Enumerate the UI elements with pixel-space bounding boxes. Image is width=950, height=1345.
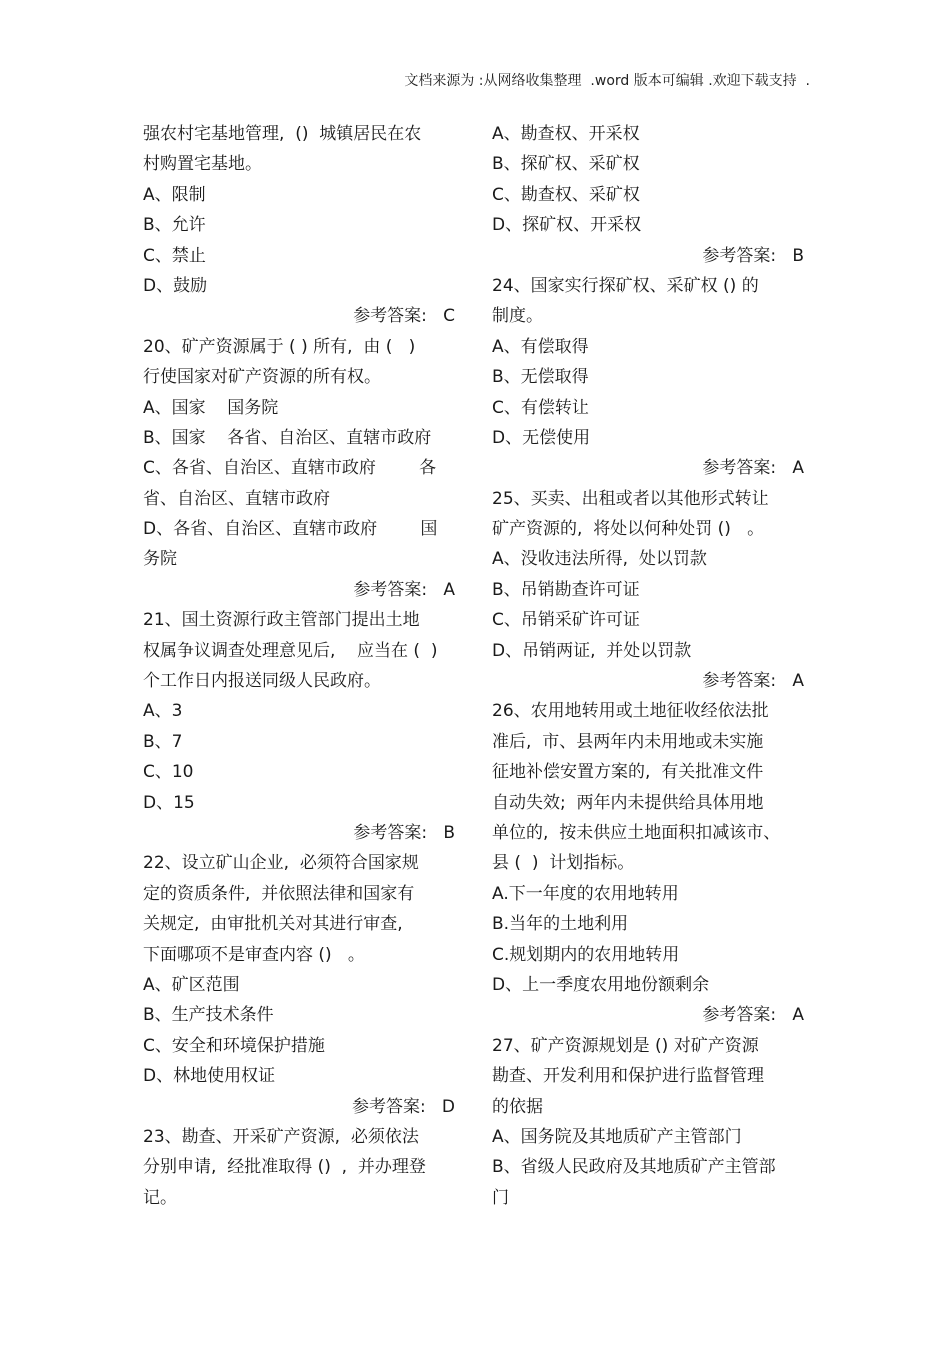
text-line: D、吊销两证, 并处以罚款	[492, 640, 692, 661]
text-line: C、各省、自治区、直辖市政府 各	[143, 458, 437, 479]
text-line: 关规定, 由审批机关对其进行审查,	[143, 914, 403, 935]
text-line: 自动失效; 两年内未提供给具体用地	[492, 792, 764, 813]
answer-line: 参考答案: B	[353, 822, 455, 843]
text-line: D、各省、自治区、直辖市政府 国	[143, 519, 438, 540]
text-line: A、有偿取得	[492, 336, 589, 357]
text-line: 的依据	[492, 1096, 543, 1117]
text-line: 务院	[143, 549, 177, 570]
text-line: B、允许	[143, 215, 206, 236]
text-line: 村购置宅基地。	[143, 154, 262, 175]
text-line: 准后, 市、县两年内未用地或未实施	[492, 731, 764, 752]
text-line: 行使国家对矿产资源的所有权。	[143, 367, 381, 388]
text-line: C、吊销采矿许可证	[492, 610, 640, 631]
text-line: B、省级人民政府及其地质矿产主管部	[492, 1157, 776, 1178]
text-line: 勘查、开发利用和保护进行监督管理	[492, 1066, 764, 1087]
text-line: B、无偿取得	[492, 367, 589, 388]
text-line: C、10	[143, 762, 194, 783]
text-line: B、国家 各省、自治区、直辖市政府	[143, 427, 432, 448]
text-line: 单位的, 按未供应土地面积扣减该市、	[492, 822, 781, 843]
text-line: C、安全和环境保护措施	[143, 1035, 325, 1056]
text-line: A、矿区范围	[143, 974, 240, 995]
text-line: 24、国家实行探矿权、采矿权 () 的	[492, 275, 759, 296]
answer-line: 参考答案: A	[353, 579, 455, 600]
text-line: 23、勘查、开采矿产资源, 必须依法	[143, 1126, 419, 1147]
text-line: 门	[492, 1187, 509, 1208]
text-line: D、林地使用权证	[143, 1066, 276, 1087]
text-line: B.当年的土地利用	[492, 914, 629, 935]
text-line: B、生产技术条件	[143, 1005, 274, 1026]
text-line: C、勘查权、采矿权	[492, 184, 640, 205]
text-line: 20、矿产资源属于 ( ) 所有, 由 ( )	[143, 336, 416, 357]
text-line: 25、买卖、出租或者以其他形式转让	[492, 488, 769, 509]
text-line: A、勘查权、开采权	[492, 124, 640, 144]
text-line: A、国务院及其地质矿产主管部门	[492, 1126, 742, 1147]
text-line: 定的资质条件, 并依照法律和国家有	[143, 883, 415, 904]
text-line: 县 ( ) 计划指标。	[492, 853, 635, 874]
text-line: D、上一季度农用地份额剩余	[492, 974, 710, 995]
text-line: 省、自治区、直辖市政府	[143, 488, 330, 509]
text-line: 27、矿产资源规划是 () 对矿产资源	[492, 1035, 759, 1056]
text-line: 21、国土资源行政主管部门提出土地	[143, 610, 420, 631]
text-line: 26、农用地转用或土地征收经依法批	[492, 701, 769, 722]
answer-line: 参考答案: D	[351, 1096, 455, 1117]
text-line: A、没收违法所得, 处以罚款	[492, 549, 707, 570]
text-line: 个工作日内报送同级人民政府。	[143, 671, 381, 692]
text-line: 强农村宅基地管理, () 城镇居民在农	[143, 124, 422, 144]
text-line: 记。	[143, 1187, 177, 1208]
text-line: B、探矿权、采矿权	[492, 154, 640, 175]
text-line: D、无偿使用	[492, 427, 591, 448]
text-line: D、探矿权、开采权	[492, 215, 642, 236]
text-line: 22、设立矿山企业, 必须符合国家规	[143, 853, 419, 874]
text-line: B、7	[143, 731, 183, 752]
answer-line: 参考答案: A	[702, 671, 804, 692]
text-line: A、国家 国务院	[143, 397, 279, 418]
text-line: 制度。	[492, 306, 543, 327]
text-line: C、有偿转让	[492, 397, 589, 418]
answer-line: 参考答案: A	[702, 1005, 804, 1026]
text-line: D、15	[143, 792, 195, 813]
text-line: C.规划期内的农用地转用	[492, 944, 680, 965]
answer-line: 参考答案: C	[353, 306, 455, 327]
answer-line: 参考答案: B	[702, 245, 804, 266]
text-line: A.下一年度的农用地转用	[492, 883, 679, 904]
answer-line: 参考答案: A	[702, 458, 804, 479]
text-line: B、吊销勘查许可证	[492, 579, 640, 600]
text-line: 矿产资源的, 将处以何种处罚 () 。	[492, 519, 765, 540]
page-header: 文档来源为 :从网络收集整理 .word 版本可编辑 .欢迎下载支持 .	[404, 73, 810, 89]
text-line: 权属争议调查处理意见后, 应当在 ( )	[143, 640, 438, 661]
right-column	[492, 119, 804, 1213]
text-line: A、限制	[143, 184, 206, 205]
text-line: 分别申请, 经批准取得 () , 并办理登	[143, 1157, 426, 1178]
text-line: D、鼓励	[143, 275, 208, 296]
text-line: 征地补偿安置方案的, 有关批准文件	[492, 762, 764, 783]
left-column	[143, 119, 455, 1213]
text-line: 下面哪项不是审查内容 () 。	[143, 944, 365, 965]
text-line: A、3	[143, 701, 183, 722]
text-line: C、禁止	[143, 245, 206, 266]
